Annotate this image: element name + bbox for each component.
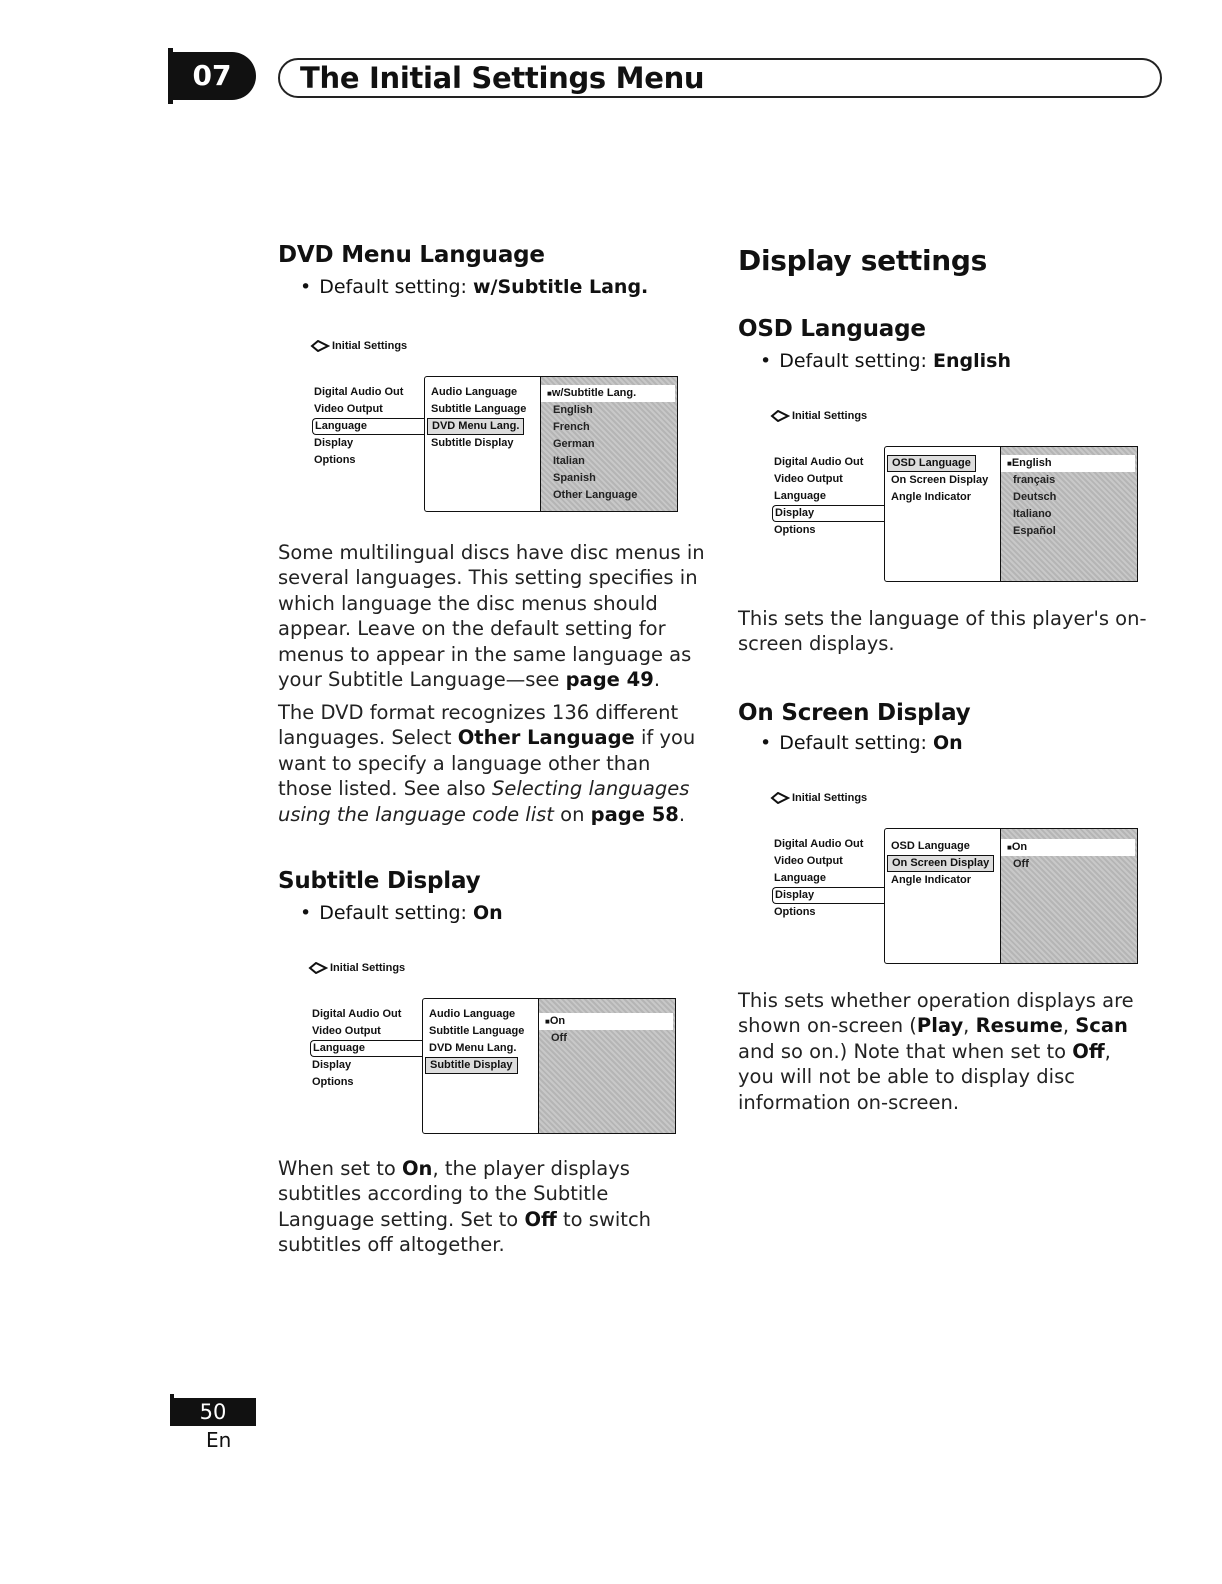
option-current: ■ w/Subtitle Lang. bbox=[541, 385, 675, 402]
menu-categories bbox=[772, 454, 888, 539]
chapter-title: The Initial Settings Menu bbox=[300, 61, 705, 95]
menu-categories bbox=[772, 836, 888, 921]
paragraph-text: Some multilingual discs have disc menus in several languages. This setting specifies in which language the disc menus should appear. Leave on the default setting for menus to appear in the same language as your Subtitle Language—see bbox=[278, 541, 705, 692]
menu-category: Video Output bbox=[774, 855, 843, 867]
menu-title-text: Initial Settings bbox=[330, 962, 406, 974]
chapter-number-badge: 07 bbox=[168, 52, 256, 100]
menu-category: Video Output bbox=[312, 1025, 381, 1037]
paragraph-text: if you want to specify a language other than those listed. See also bbox=[278, 726, 696, 801]
submenu-item: Angle Indicator bbox=[891, 491, 972, 503]
paragraph-text: . bbox=[653, 668, 661, 692]
menu-title bbox=[770, 792, 867, 804]
menu-category: Options bbox=[314, 454, 356, 466]
osd-language-default bbox=[760, 350, 1011, 372]
settings-arrow-icon bbox=[770, 792, 790, 804]
bold-term: Resume bbox=[975, 1014, 1063, 1038]
submenu-item: Audio Language bbox=[431, 386, 518, 398]
paragraph-text: , you will not be able to display disc information on-screen. bbox=[738, 1039, 1111, 1114]
osd-language-paragraph: This sets the language of this player's on-screen displays. bbox=[738, 607, 1147, 656]
submenu-item: Subtitle Display bbox=[431, 437, 514, 449]
menu-options bbox=[1000, 446, 1138, 582]
submenu-item-selected: Subtitle Display bbox=[425, 1057, 518, 1074]
option: Italian bbox=[553, 455, 585, 467]
menu-category: Options bbox=[774, 524, 816, 536]
option-current: ■ English bbox=[1001, 455, 1135, 472]
menu-title bbox=[308, 962, 405, 974]
menu-category: Digital Audio Out bbox=[774, 838, 864, 850]
option-current: ■ On bbox=[539, 1013, 673, 1030]
menu-category: Options bbox=[774, 906, 816, 918]
option: English bbox=[553, 404, 593, 416]
menu-category-selected: Language bbox=[312, 418, 427, 435]
subtitle-display-paragraph bbox=[278, 1156, 708, 1258]
menu-options bbox=[538, 998, 676, 1134]
bold-term: Play bbox=[916, 1014, 964, 1038]
paragraph-text: on bbox=[553, 802, 591, 826]
submenu-item: Angle Indicator bbox=[891, 874, 972, 886]
option: Off bbox=[551, 1032, 567, 1044]
default-value: English bbox=[933, 350, 1011, 372]
menu-category-selected: Language bbox=[310, 1040, 425, 1057]
menu-categories bbox=[312, 384, 428, 469]
menu-options bbox=[540, 376, 678, 512]
menu-category-selected: Display bbox=[772, 505, 887, 522]
submenu-item: Subtitle Language bbox=[429, 1025, 525, 1037]
submenu-item-selected: OSD Language bbox=[887, 455, 976, 472]
osd-language-heading: OSD Language bbox=[738, 316, 926, 342]
bold-term: Off bbox=[524, 1207, 557, 1231]
menu-title-text: Initial Settings bbox=[792, 792, 868, 804]
submenu-item-selected: DVD Menu Lang. bbox=[427, 418, 524, 435]
menu-category: Language bbox=[774, 490, 826, 502]
option: German bbox=[553, 438, 595, 450]
menu-title bbox=[770, 410, 867, 422]
option-current: ■ On bbox=[1001, 839, 1135, 856]
menu-title-text: Initial Settings bbox=[332, 340, 408, 352]
settings-arrow-icon bbox=[310, 340, 330, 352]
dvd-menu-language-paragraph-1 bbox=[278, 540, 708, 692]
default-label: Default setting: bbox=[779, 732, 927, 754]
paragraph-text: to switch subtitles off altogether. bbox=[278, 1207, 652, 1257]
option: French bbox=[553, 421, 590, 433]
bullet: • bbox=[300, 902, 312, 924]
dvd-menu-language-heading: DVD Menu Language bbox=[278, 242, 545, 268]
submenu-item: On Screen Display bbox=[891, 474, 989, 486]
option: Off bbox=[1013, 858, 1029, 870]
paragraph-text: , bbox=[963, 1014, 976, 1038]
subtitle-display-default bbox=[300, 902, 503, 924]
menu-title-text: Initial Settings bbox=[792, 410, 868, 422]
bold-term: Other Language bbox=[457, 726, 635, 750]
page-reference: page 58 bbox=[590, 802, 679, 826]
on-screen-display-screenshot bbox=[768, 792, 1144, 964]
option: Italiano bbox=[1013, 508, 1052, 520]
bold-term: On bbox=[401, 1157, 433, 1180]
bullet: • bbox=[300, 276, 312, 298]
italic-reference: Selecting languages using the language code list bbox=[278, 777, 690, 826]
page-language: En bbox=[206, 1428, 232, 1452]
page-number: 50 bbox=[170, 1398, 256, 1426]
on-screen-display-heading: On Screen Display bbox=[738, 700, 971, 726]
submenu-item: OSD Language bbox=[891, 840, 970, 852]
submenu-item-selected: On Screen Display bbox=[887, 855, 994, 872]
bold-term: Off bbox=[1072, 1039, 1105, 1063]
display-settings-heading: Display settings bbox=[738, 244, 988, 277]
submenu-item: Subtitle Language bbox=[431, 403, 527, 415]
settings-arrow-icon bbox=[770, 410, 790, 422]
default-value: On bbox=[473, 902, 503, 924]
bullet: • bbox=[760, 732, 772, 754]
default-label: Default setting: bbox=[779, 350, 927, 372]
subtitle-display-screenshot bbox=[306, 962, 682, 1134]
dvd-menu-language-paragraph-2 bbox=[278, 700, 708, 827]
menu-category: Display bbox=[312, 1059, 352, 1071]
menu-title bbox=[310, 340, 407, 352]
menu-category-selected: Display bbox=[772, 887, 887, 904]
settings-arrow-icon bbox=[308, 962, 328, 974]
dvd-menu-language-screenshot bbox=[308, 340, 684, 512]
default-value: w/Subtitle Lang. bbox=[473, 276, 649, 298]
default-label: Default setting: bbox=[319, 902, 467, 924]
menu-category: Video Output bbox=[774, 473, 843, 485]
on-screen-display-default bbox=[760, 732, 963, 754]
bold-term: Scan bbox=[1075, 1014, 1128, 1038]
dvd-menu-language-default bbox=[300, 276, 648, 298]
option: Spanish bbox=[553, 472, 596, 484]
default-value: On bbox=[933, 732, 963, 754]
paragraph-text: . bbox=[678, 802, 686, 826]
menu-category: Digital Audio Out bbox=[774, 456, 864, 468]
osd-language-screenshot bbox=[768, 410, 1144, 582]
submenu-item: DVD Menu Lang. bbox=[429, 1042, 517, 1054]
menu-categories bbox=[310, 1006, 426, 1091]
option: Other Language bbox=[553, 489, 638, 501]
paragraph-text: , bbox=[1062, 1014, 1076, 1038]
paragraph-text: This sets whether operation displays are shown on-screen ( bbox=[738, 989, 1134, 1038]
menu-category: Language bbox=[774, 872, 826, 884]
menu-category: Digital Audio Out bbox=[314, 386, 404, 398]
option: Español bbox=[1013, 525, 1056, 537]
subtitle-display-heading: Subtitle Display bbox=[278, 868, 481, 894]
paragraph-text: The DVD format recognizes 136 different languages. Select bbox=[278, 701, 679, 750]
option: Deutsch bbox=[1013, 491, 1057, 503]
menu-category: Digital Audio Out bbox=[312, 1008, 402, 1020]
default-label: Default setting: bbox=[319, 276, 467, 298]
option: français bbox=[1013, 474, 1056, 486]
paragraph-text: , the player displays subtitles according to the Subtitle Language setting. Set to bbox=[278, 1157, 630, 1231]
bullet: • bbox=[760, 350, 772, 372]
menu-options bbox=[1000, 828, 1138, 964]
menu-category: Video Output bbox=[314, 403, 383, 415]
paragraph-text: When set to bbox=[278, 1157, 402, 1180]
on-screen-display-paragraph bbox=[738, 988, 1150, 1115]
paragraph-text: and so on.) Note that when set to bbox=[738, 1039, 1073, 1063]
page-reference: page 49 bbox=[565, 668, 654, 692]
menu-category: Options bbox=[312, 1076, 354, 1088]
menu-category: Display bbox=[314, 437, 354, 449]
submenu-item: Audio Language bbox=[429, 1008, 516, 1020]
